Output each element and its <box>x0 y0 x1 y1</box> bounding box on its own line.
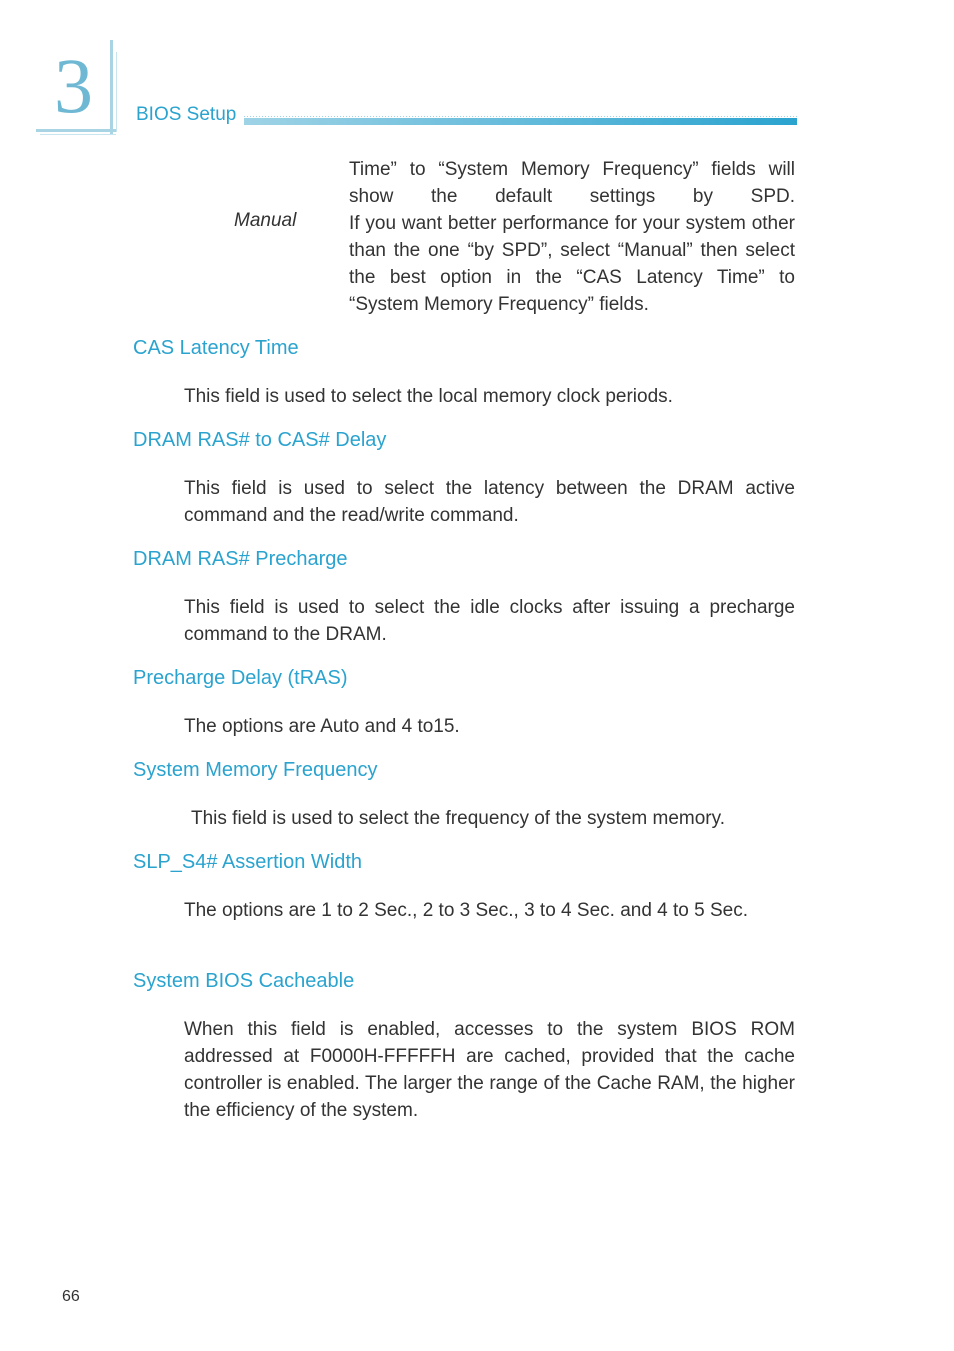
heading-system-memory-frequency: System Memory Frequency <box>133 759 378 781</box>
body-precharge-delay: The options are Auto and 4 to15. <box>184 716 460 737</box>
chapter-number: 3 <box>54 42 93 129</box>
intro-continuation: Time” to “System Memory Frequency” fields will show the default settings by SPD. <box>349 159 795 207</box>
manual-description: If you want better performance for your system other than the one “by SPD”, select “Manual” then select the best option in the “CAS Latency Time” to “System Memory Frequency” fields. <box>349 213 795 315</box>
chapter-marker-vertical-bar <box>110 40 113 135</box>
heading-precharge-delay: Precharge Delay (tRAS) <box>133 667 348 689</box>
heading-cas-latency-time: CAS Latency Time <box>133 337 299 359</box>
section-title-rule <box>244 118 797 125</box>
body-dram-ras-to-cas-delay: This field is used to select the latency between the DRAM active command and the read/write command. <box>184 478 795 526</box>
body-dram-ras-precharge: This field is used to select the idle clocks after issuing a precharge command to the DRAM. <box>184 597 795 645</box>
page-number: 66 <box>62 1288 80 1305</box>
chapter-marker-vertical-line <box>116 52 117 132</box>
body-slp-s4-assertion-width: The options are 1 to 2 Sec., 2 to 3 Sec., 3 to 4 Sec. and 4 to 5 Sec. <box>184 900 749 921</box>
chapter-marker <box>36 40 118 135</box>
heading-system-bios-cacheable: System BIOS Cacheable <box>133 970 355 992</box>
body-system-memory-frequency: This field is used to select the frequency of the system memory. <box>191 808 725 829</box>
body-system-bios-cacheable: When this field is enabled, accesses to the system BIOS ROM addressed at F0000H-FFFFFH are cached, provided that the cache controller is enabled. The larger the range of the Cache RAM, the higher the efficiency of the system. <box>184 1019 795 1121</box>
heading-dram-ras-to-cas-delay: DRAM RAS# to CAS# Delay <box>133 429 387 451</box>
chapter-marker-horizontal-line <box>40 134 116 135</box>
manual-term: Manual <box>234 210 297 231</box>
heading-dram-ras-precharge: DRAM RAS# Precharge <box>133 548 348 570</box>
heading-slp-s4-assertion-width: SLP_S4# Assertion Width <box>133 851 363 873</box>
section-title: BIOS Setup <box>136 104 237 125</box>
body-cas-latency-time: This field is used to select the local memory clock periods. <box>184 386 673 407</box>
